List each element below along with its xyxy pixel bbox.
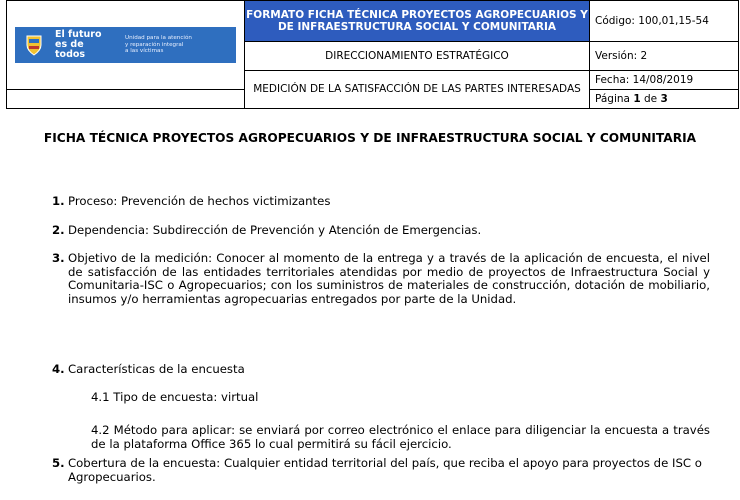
form-title: FORMATO FICHA TÉCNICA PROYECTOS AGROPECUARIOS Y DE INFRAESTRUCTURA SOCIAL Y COMUNITARIA bbox=[245, 1, 590, 42]
logo-slogan: El futuro es de todos bbox=[55, 28, 102, 60]
coat-of-arms-icon bbox=[25, 34, 43, 56]
page-number: Página 1 de 3 bbox=[590, 89, 739, 108]
process-area: DIRECCIONAMIENTO ESTRATÉGICO bbox=[245, 42, 590, 70]
form-subtitle: MEDICIÓN DE LA SATISFACCIÓN DE LAS PARTES INTERESADAS bbox=[245, 70, 590, 108]
total-pages: 3 bbox=[660, 92, 668, 105]
form-date: Fecha: 14/08/2019 bbox=[590, 70, 739, 89]
list-item: 1. Proceso: Prevención de hechos victimizantes bbox=[52, 194, 331, 208]
document-title: FICHA TÉCNICA PROYECTOS AGROPECUARIOS Y DE INFRAESTRUCTURA SOCIAL Y COMUNITARIA bbox=[43, 131, 697, 145]
logo-banner bbox=[15, 27, 236, 63]
current-page: 1 bbox=[633, 92, 641, 105]
list-item: 3. Objetivo de la medición: Conocer al momento de la entrega y a través de la aplicación de encuesta, el nivel de satisfacción de las entidades territoriales atendidas por medio de proyectos de Infraestructura Social y Comunitaria-ISC o Agropecuarios; con los suministros de materiales de construcción, dotación de mobiliario, insumos y/o herramientas agropecuarias entregados por parte de la Unidad. bbox=[52, 251, 710, 306]
logo-cell bbox=[7, 1, 245, 90]
sub-item: 4.2 Método para aplicar: se enviará por correo electrónico el enlace para diligenciar la encuesta a través de la plataforma Office 365 lo cual permitirá su fácil ejercicio. bbox=[91, 423, 710, 451]
document-header bbox=[6, 0, 732, 109]
list-item: 2. Dependencia: Subdirección de Prevención y Atención de Emergencias. bbox=[52, 223, 482, 237]
form-code: Código: 100,01,15-54 bbox=[590, 1, 739, 42]
form-version: Versión: 2 bbox=[590, 42, 739, 70]
sub-item: 4.1 Tipo de encuesta: virtual bbox=[91, 390, 259, 404]
logo-entity-name: Unidad para la atención y reparación integral a las víctimas bbox=[125, 35, 192, 55]
list-item: 5. Cobertura de la encuesta: Cualquier entidad territorial del país, que reciba el apoyo para proyectos de ISC o Agropecuarios. bbox=[52, 456, 702, 484]
list-item: 4. Características de la encuesta bbox=[52, 362, 245, 376]
